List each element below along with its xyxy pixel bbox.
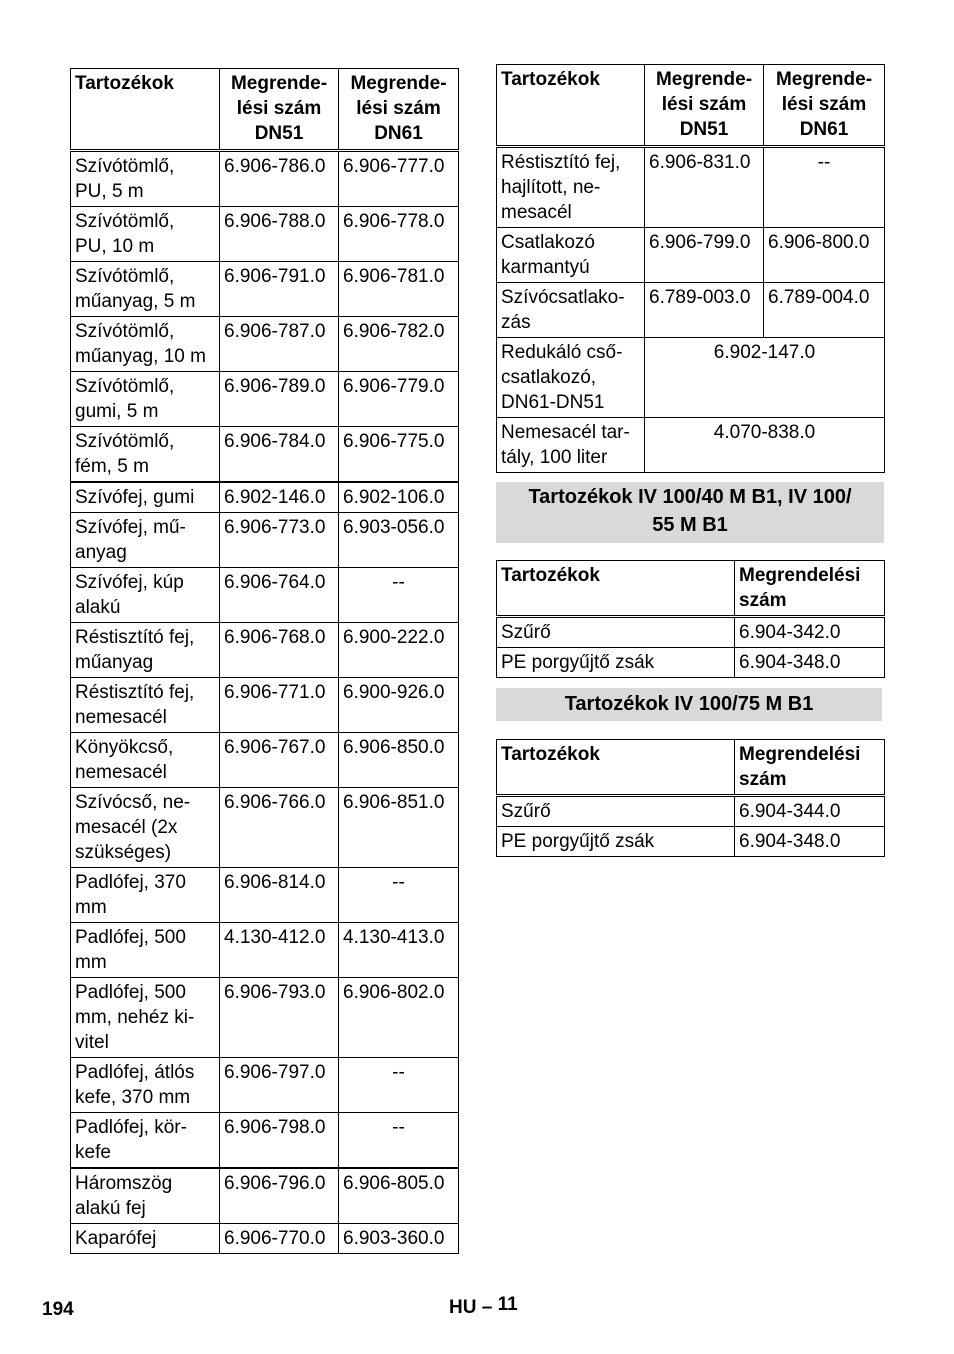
accessory-name: Szívófej, kúp alakú bbox=[71, 568, 220, 623]
table-row bbox=[71, 207, 459, 262]
order-number-dn61: 4.130-413.0 bbox=[339, 923, 459, 978]
order-number-dn51: 6.906-793.0 bbox=[220, 978, 339, 1058]
accessory-name: Szűrő bbox=[497, 617, 735, 648]
table-row bbox=[71, 733, 459, 788]
order-number-dn61: 6.906-802.0 bbox=[339, 978, 459, 1058]
accessory-name: Szívófej, mű- anyag bbox=[71, 513, 220, 568]
order-number-dn51: 6.906-773.0 bbox=[220, 513, 339, 568]
table-row bbox=[71, 623, 459, 678]
order-number-dn51: 6.906-770.0 bbox=[220, 1224, 339, 1254]
section-heading-iv100-75: Tartozékok IV 100/75 M B1 bbox=[496, 688, 882, 721]
table-header-row bbox=[497, 740, 885, 796]
accessory-name: Szívócső, ne- mesacél (2x szükséges) bbox=[71, 788, 220, 868]
column-header-dn51: Megrende- lési szám DN51 bbox=[645, 65, 764, 147]
order-number-dn61: 6.902-106.0 bbox=[339, 482, 459, 513]
order-number-dn51: 6.906-784.0 bbox=[220, 427, 339, 483]
accessory-name: Réstisztító fej, hajlított, ne- mesacél bbox=[497, 147, 645, 228]
accessory-name: Padlófej, kör- kefe bbox=[71, 1113, 220, 1169]
order-number-dn51: 6.906-768.0 bbox=[220, 623, 339, 678]
table-row bbox=[71, 923, 459, 978]
table-row bbox=[497, 228, 885, 283]
order-number-dn61: 6.906-775.0 bbox=[339, 427, 459, 483]
table-row bbox=[71, 427, 459, 483]
order-number-dn61: 6.906-805.0 bbox=[339, 1168, 459, 1224]
accessory-name: Szívófej, gumi bbox=[71, 482, 220, 513]
page-number: 194 bbox=[42, 1299, 74, 1320]
order-number-dn51-dn61: 4.070-838.0 bbox=[645, 418, 885, 473]
table-row bbox=[71, 1058, 459, 1113]
column-header-accessories: Tartozékok bbox=[497, 740, 735, 796]
table-row bbox=[497, 338, 885, 418]
accessory-name: Réstisztító fej, nemesacél bbox=[71, 678, 220, 733]
column-header-accessories: Tartozékok bbox=[71, 69, 220, 151]
table-row bbox=[497, 648, 885, 678]
accessories-table-right bbox=[496, 64, 885, 473]
order-number-dn51: 6.906-831.0 bbox=[645, 147, 764, 228]
order-number-dn51: 6.906-799.0 bbox=[645, 228, 764, 283]
accessories-table-iv100-40-55 bbox=[496, 560, 885, 678]
order-number-dn51: 6.906-771.0 bbox=[220, 678, 339, 733]
accessory-name: Háromszög alakú fej bbox=[71, 1168, 220, 1224]
table-row bbox=[71, 1224, 459, 1254]
accessory-name: Szűrő bbox=[497, 796, 735, 827]
accessory-name: Szívótömlő, PU, 10 m bbox=[71, 207, 220, 262]
table-row bbox=[71, 788, 459, 868]
accessory-name: Padlófej, 500 mm, nehéz ki- vitel bbox=[71, 978, 220, 1058]
accessory-name: Redukáló cső- csatlakozó, DN61-DN51 bbox=[497, 338, 645, 418]
table-row bbox=[497, 283, 885, 338]
order-number-dn61: 6.906-851.0 bbox=[339, 788, 459, 868]
order-number: 6.904-348.0 bbox=[735, 648, 885, 678]
order-number-dn61: 6.906-781.0 bbox=[339, 262, 459, 317]
table-row bbox=[71, 513, 459, 568]
order-number: 6.904-348.0 bbox=[735, 827, 885, 857]
order-number-dn51: 6.906-766.0 bbox=[220, 788, 339, 868]
order-number-dn51-dn61: 6.902-147.0 bbox=[645, 338, 885, 418]
section-page-number: 11 bbox=[497, 1294, 518, 1315]
table-row bbox=[71, 678, 459, 733]
table-row bbox=[71, 482, 459, 513]
table-header-row bbox=[71, 69, 459, 151]
table-row bbox=[71, 151, 459, 207]
accessory-name: Szívótömlő, műanyag, 5 m bbox=[71, 262, 220, 317]
accessory-name: Szívótömlő, PU, 5 m bbox=[71, 151, 220, 207]
accessory-name: Szívótömlő, gumi, 5 m bbox=[71, 372, 220, 427]
order-number-dn51: 6.906-767.0 bbox=[220, 733, 339, 788]
column-header-dn61: Megrende- lési szám DN61 bbox=[764, 65, 885, 147]
accessory-name: PE porgyűjtő zsák bbox=[497, 827, 735, 857]
accessory-name: Szívótömlő, műanyag, 10 m bbox=[71, 317, 220, 372]
table-row bbox=[71, 1113, 459, 1169]
order-number-dn61: 6.900-926.0 bbox=[339, 678, 459, 733]
table-row bbox=[497, 796, 885, 827]
order-number-dn61: -- bbox=[764, 147, 885, 228]
column-header-dn61: Megrende- lési szám DN61 bbox=[339, 69, 459, 151]
order-number-dn61: 6.789-004.0 bbox=[764, 283, 885, 338]
accessory-name: Padlófej, 370 mm bbox=[71, 868, 220, 923]
section-page-label bbox=[449, 1294, 518, 1319]
table-row bbox=[71, 978, 459, 1058]
order-number-dn51: 6.789-003.0 bbox=[645, 283, 764, 338]
order-number-dn51: 6.906-796.0 bbox=[220, 1168, 339, 1224]
order-number-dn51: 6.906-789.0 bbox=[220, 372, 339, 427]
order-number-dn61: -- bbox=[339, 1058, 459, 1113]
order-number-dn61: 6.906-779.0 bbox=[339, 372, 459, 427]
table-row bbox=[71, 568, 459, 623]
table-row bbox=[71, 1168, 459, 1224]
accessories-table-iv100-75 bbox=[496, 739, 885, 857]
table-row bbox=[71, 868, 459, 923]
accessory-name: Szívótömlő, fém, 5 m bbox=[71, 427, 220, 483]
table-row bbox=[497, 617, 885, 648]
column-header-accessories: Tartozékok bbox=[497, 561, 735, 617]
order-number-dn61: 6.906-782.0 bbox=[339, 317, 459, 372]
table-row bbox=[71, 262, 459, 317]
table-row bbox=[497, 418, 885, 473]
order-number-dn51: 6.902-146.0 bbox=[220, 482, 339, 513]
order-number-dn51: 6.906-787.0 bbox=[220, 317, 339, 372]
table-row bbox=[71, 317, 459, 372]
order-number-dn61: 6.906-777.0 bbox=[339, 151, 459, 207]
accessory-name: Nemesacél tar- tály, 100 liter bbox=[497, 418, 645, 473]
table-header-row bbox=[497, 561, 885, 617]
language-code: HU bbox=[449, 1297, 477, 1318]
order-number-dn61: 6.906-850.0 bbox=[339, 733, 459, 788]
order-number-dn61: 6.900-222.0 bbox=[339, 623, 459, 678]
order-number-dn51: 6.906-788.0 bbox=[220, 207, 339, 262]
accessory-name: Könyökcső, nemesacél bbox=[71, 733, 220, 788]
order-number: 6.904-344.0 bbox=[735, 796, 885, 827]
order-number-dn61: -- bbox=[339, 868, 459, 923]
accessory-name: Csatlakozó karmantyú bbox=[497, 228, 645, 283]
table-row bbox=[497, 827, 885, 857]
order-number-dn51: 6.906-797.0 bbox=[220, 1058, 339, 1113]
accessories-table-left bbox=[70, 68, 459, 1254]
table-row bbox=[497, 147, 885, 228]
column-header-order-number: Megrendelési szám bbox=[735, 740, 885, 796]
column-header-order-number: Megrendelési szám bbox=[735, 561, 885, 617]
order-number-dn61: -- bbox=[339, 1113, 459, 1169]
order-number-dn61: -- bbox=[339, 568, 459, 623]
table-row bbox=[71, 372, 459, 427]
order-number-dn61: 6.906-778.0 bbox=[339, 207, 459, 262]
section-heading-iv100-40-55: Tartozékok IV 100/40 M B1, IV 100/ 55 M B1 bbox=[496, 482, 884, 543]
order-number-dn51: 4.130-412.0 bbox=[220, 923, 339, 978]
accessory-name: PE porgyűjtő zsák bbox=[497, 648, 735, 678]
order-number-dn51: 6.906-764.0 bbox=[220, 568, 339, 623]
accessory-name: Padlófej, átlós kefe, 370 mm bbox=[71, 1058, 220, 1113]
separator-dash: – bbox=[481, 1297, 493, 1318]
accessory-name: Padlófej, 500 mm bbox=[71, 923, 220, 978]
accessory-name: Szívócsatlako- zás bbox=[497, 283, 645, 338]
order-number-dn51: 6.906-798.0 bbox=[220, 1113, 339, 1169]
order-number-dn61: 6.903-360.0 bbox=[339, 1224, 459, 1254]
order-number-dn61: 6.906-800.0 bbox=[764, 228, 885, 283]
order-number-dn51: 6.906-791.0 bbox=[220, 262, 339, 317]
order-number-dn51: 6.906-786.0 bbox=[220, 151, 339, 207]
order-number-dn51: 6.906-814.0 bbox=[220, 868, 339, 923]
accessory-name: Réstisztító fej, műanyag bbox=[71, 623, 220, 678]
column-header-dn51: Megrende- lési szám DN51 bbox=[220, 69, 339, 151]
table-header-row bbox=[497, 65, 885, 147]
order-number-dn61: 6.903-056.0 bbox=[339, 513, 459, 568]
accessory-name: Kaparófej bbox=[71, 1224, 220, 1254]
order-number: 6.904-342.0 bbox=[735, 617, 885, 648]
column-header-accessories: Tartozékok bbox=[497, 65, 645, 147]
